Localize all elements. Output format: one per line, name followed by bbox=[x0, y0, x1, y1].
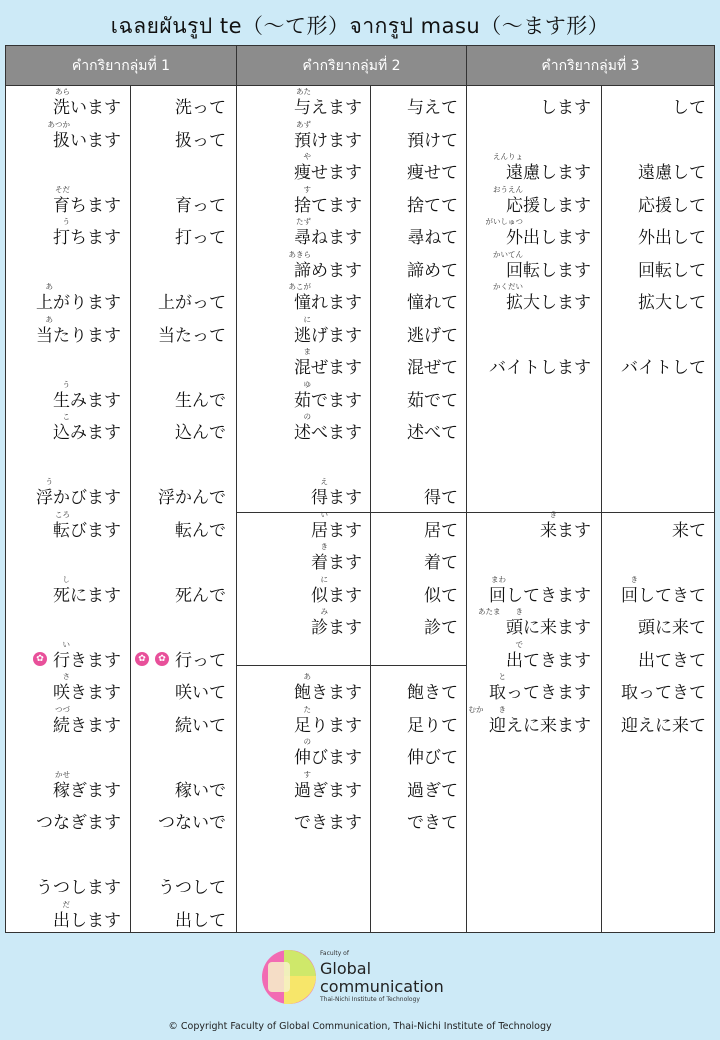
furigana: あこが bbox=[288, 282, 311, 291]
te-form: 逃げて bbox=[407, 325, 458, 346]
te-form: 痩せて bbox=[407, 163, 458, 183]
te-form: 回転して bbox=[638, 260, 706, 281]
te-form: 尋ねて bbox=[407, 228, 458, 248]
furigana: き bbox=[320, 542, 328, 551]
furigana: あ bbox=[45, 282, 53, 291]
te-form: 述べて bbox=[407, 423, 458, 443]
te-form: 似て bbox=[424, 585, 458, 606]
furigana: あた bbox=[296, 87, 311, 96]
header-group-3: คำกริยากลุ่มที่ 3 bbox=[467, 46, 714, 86]
te-form: ✿ ✿ 行って bbox=[135, 651, 226, 671]
masu-form: 回転します かいてん bbox=[493, 249, 591, 281]
masu-form: 捨てます す bbox=[294, 184, 362, 216]
te-form: バイトして bbox=[621, 358, 706, 378]
te-form: 預けて bbox=[407, 130, 458, 151]
te-form: 得て bbox=[424, 488, 458, 508]
te-form: つないで bbox=[158, 813, 226, 833]
masu-form: 洗います あら bbox=[53, 87, 121, 118]
furigana: う bbox=[62, 379, 70, 389]
te-form: 頭に来て bbox=[638, 618, 706, 638]
te-form: 過ぎて bbox=[407, 780, 458, 801]
masu-form: 来ます き bbox=[540, 509, 591, 541]
furigana: す bbox=[303, 184, 311, 194]
logo-communication: communication bbox=[320, 977, 444, 996]
masu-form: 応援します おうえん bbox=[493, 184, 591, 216]
te-form: 捨てて bbox=[407, 195, 458, 216]
masu-form: 打ちます う bbox=[53, 217, 121, 248]
divider bbox=[370, 86, 371, 932]
masu-form: 外出します がいしゅつ bbox=[485, 217, 591, 248]
divider bbox=[236, 665, 467, 666]
conjugation-table bbox=[5, 45, 715, 933]
te-form: 外出して bbox=[638, 228, 706, 248]
furigana: あら bbox=[55, 87, 70, 96]
furigana: まわ bbox=[491, 574, 506, 584]
masu-form: 過ぎます す bbox=[294, 769, 362, 801]
header-group-1: คำกริยากลุ่มที่ 1 bbox=[6, 46, 237, 86]
furigana: た bbox=[303, 704, 311, 714]
star-icon: ✿ bbox=[155, 652, 169, 666]
te-form: 拡大して bbox=[638, 293, 706, 313]
te-form: 生んで bbox=[175, 390, 226, 411]
furigana: い bbox=[320, 509, 328, 519]
masu-form: 当たります あ bbox=[36, 314, 121, 346]
furigana: たず bbox=[296, 217, 311, 226]
te-form: 咲いて bbox=[175, 683, 226, 703]
furigana: の bbox=[303, 412, 311, 421]
furigana: う bbox=[45, 477, 53, 486]
masu-form: 扱います あつか bbox=[47, 119, 121, 151]
masu-form: 伸びます の bbox=[294, 737, 362, 768]
te-form: 応援して bbox=[638, 195, 706, 216]
te-form: 居て bbox=[424, 520, 458, 541]
te-form: 与えて bbox=[407, 98, 458, 118]
masu-form: 生みます う bbox=[53, 379, 121, 411]
te-form: 浮かんで bbox=[158, 488, 226, 508]
furigana: に bbox=[303, 314, 311, 324]
te-form: 当たって bbox=[158, 325, 226, 346]
furigana: あたま き bbox=[478, 607, 523, 616]
te-form: 込んで bbox=[175, 423, 226, 443]
masu-form: うつします bbox=[36, 878, 121, 898]
furigana: あず bbox=[296, 119, 311, 129]
te-form: うつして bbox=[158, 878, 226, 898]
divider bbox=[601, 86, 602, 932]
masu-form: 育ちます そだ bbox=[53, 184, 121, 216]
masu-form: できます bbox=[294, 813, 362, 833]
furigana: す bbox=[303, 769, 311, 779]
masu-form: 与えます あた bbox=[294, 87, 362, 118]
masu-form: 足ります た bbox=[294, 704, 362, 736]
furigana: おうえん bbox=[493, 184, 523, 194]
masu-form: 頭に来ます あたま き bbox=[478, 607, 591, 638]
te-form: 死んで bbox=[175, 585, 226, 606]
furigana: き bbox=[549, 509, 557, 519]
masu-form: 回してきます まわ bbox=[489, 574, 591, 606]
furigana: し bbox=[62, 574, 70, 584]
masu-form: 込みます こ bbox=[53, 412, 121, 443]
masu-form: 死にます し bbox=[53, 574, 121, 606]
furigana: に bbox=[320, 574, 328, 584]
te-form: 出して bbox=[175, 910, 226, 931]
furigana: と bbox=[498, 672, 506, 681]
te-form: できて bbox=[407, 813, 458, 833]
masu-form: 諦めます あきら bbox=[288, 249, 362, 281]
furigana: き bbox=[630, 574, 638, 584]
masu-form: バイトします bbox=[489, 358, 591, 378]
furigana: あきら bbox=[288, 249, 311, 259]
te-form: 混ぜて bbox=[407, 358, 458, 378]
page-title: เฉลยผันรูป te（〜て形）จากรูป masu（〜ます形） bbox=[110, 14, 610, 38]
te-form: 遠慮して bbox=[638, 163, 706, 183]
furigana: ま bbox=[303, 347, 311, 356]
furigana: むか き bbox=[468, 704, 506, 714]
furigana: で bbox=[515, 639, 523, 649]
header-group-2: คำกริยากลุ่มที่ 2 bbox=[237, 46, 467, 86]
star-icon: ✿ bbox=[135, 652, 149, 666]
furigana: あ bbox=[45, 314, 53, 324]
te-form: して bbox=[672, 98, 706, 118]
masu-form: 混ぜます ま bbox=[294, 347, 362, 378]
masu-form: 診ます み bbox=[311, 607, 362, 638]
masu-form: 咲きます さ bbox=[53, 672, 121, 703]
te-form: 回してきて き bbox=[621, 574, 706, 606]
te-form: 洗って bbox=[175, 98, 226, 118]
te-form: 診て bbox=[424, 618, 458, 638]
logo-faculty-of: Faculty of bbox=[320, 950, 349, 957]
divider bbox=[236, 86, 237, 932]
furigana: み bbox=[320, 607, 328, 616]
furigana: つづ bbox=[55, 704, 70, 714]
logo-institute: Thai-Nichi Institute of Technology bbox=[320, 996, 420, 1003]
furigana: え bbox=[320, 477, 328, 486]
te-form: 続いて bbox=[175, 715, 226, 736]
te-form: 来て bbox=[672, 520, 706, 541]
furigana: さ bbox=[62, 672, 70, 681]
divider bbox=[130, 86, 131, 932]
furigana: だ bbox=[62, 899, 70, 909]
masu-form: 拡大します かくだい bbox=[493, 282, 591, 313]
masu-form: 痩せます や bbox=[294, 152, 362, 183]
furigana: ゆ bbox=[303, 379, 311, 389]
masu-form: 似ます に bbox=[311, 574, 362, 606]
logo-global: Global bbox=[320, 959, 372, 978]
masu-form: 飽きます あ bbox=[294, 672, 362, 703]
furigana: そだ bbox=[55, 184, 70, 194]
furigana: かいてん bbox=[493, 249, 523, 259]
masu-form: します bbox=[540, 98, 591, 118]
masu-form: 浮かびます う bbox=[36, 477, 121, 508]
furigana: がいしゅつ bbox=[485, 217, 523, 226]
masu-form: 出てきます で bbox=[506, 639, 591, 671]
furigana: あ bbox=[303, 672, 311, 681]
masu-form: 稼ぎます かせ bbox=[53, 769, 121, 801]
masu-form: 出します だ bbox=[53, 899, 121, 931]
masu-form: 述べます の bbox=[294, 412, 362, 443]
masu-form: つなぎます bbox=[36, 813, 121, 833]
te-form: 扱って bbox=[175, 130, 226, 151]
te-form: 茹でて bbox=[407, 390, 458, 411]
masu-form: 上がります あ bbox=[36, 282, 121, 313]
te-form: 取ってきて bbox=[621, 683, 706, 703]
masu-form: 逃げます に bbox=[294, 314, 362, 346]
faculty-logo bbox=[262, 950, 462, 1010]
masu-form: 着ます き bbox=[311, 542, 362, 573]
furigana: あつか bbox=[47, 119, 70, 129]
masu-form: 取ってきます と bbox=[489, 672, 591, 703]
star-icon: ✿ bbox=[33, 652, 47, 666]
te-form: 伸びて bbox=[407, 748, 458, 768]
te-form: 足りて bbox=[407, 715, 458, 736]
masu-form: 得ます え bbox=[311, 477, 362, 508]
furigana: の bbox=[303, 737, 311, 746]
masu-form: ✿ 行きます い bbox=[33, 651, 121, 671]
te-form: 着て bbox=[424, 553, 458, 573]
te-form: 育って bbox=[175, 195, 226, 216]
te-form: 転んで bbox=[175, 520, 226, 541]
te-form: 諦めて bbox=[407, 260, 458, 281]
masu-form: 迎えに来ます むか き bbox=[468, 704, 591, 736]
te-form: 迎えに来て bbox=[621, 715, 706, 736]
divider bbox=[236, 512, 714, 513]
te-form: 飽きて bbox=[407, 683, 458, 703]
te-form: 打って bbox=[175, 228, 226, 248]
divider bbox=[466, 86, 467, 932]
masu-form: 転びます ころ bbox=[53, 509, 121, 541]
copyright: © Copyright Faculty of Global Communication, Thai-Nichi Institute of Technology bbox=[168, 1021, 552, 1032]
furigana: えんりょ bbox=[493, 152, 523, 161]
masu-form: 憧れます あこが bbox=[288, 282, 362, 313]
furigana: こ bbox=[62, 412, 70, 421]
masu-form: 居ます い bbox=[311, 509, 362, 541]
te-form: 出てきて bbox=[638, 650, 706, 671]
furigana: い bbox=[62, 639, 70, 649]
masu-form: 続きます つづ bbox=[53, 704, 121, 736]
te-form: 稼いで bbox=[175, 780, 226, 801]
furigana: う bbox=[62, 217, 70, 226]
furigana: ころ bbox=[55, 509, 70, 519]
masu-form: 預けます あず bbox=[294, 119, 362, 151]
masu-form: 茹でます ゆ bbox=[294, 379, 362, 411]
furigana: や bbox=[303, 152, 311, 161]
masu-form: 尋ねます たず bbox=[294, 217, 362, 248]
te-form: 上がって bbox=[158, 293, 226, 313]
te-form: 憧れて bbox=[407, 293, 458, 313]
masu-form: 遠慮します えんりょ bbox=[493, 152, 591, 183]
furigana: かせ bbox=[55, 769, 70, 779]
furigana: かくだい bbox=[493, 282, 523, 291]
